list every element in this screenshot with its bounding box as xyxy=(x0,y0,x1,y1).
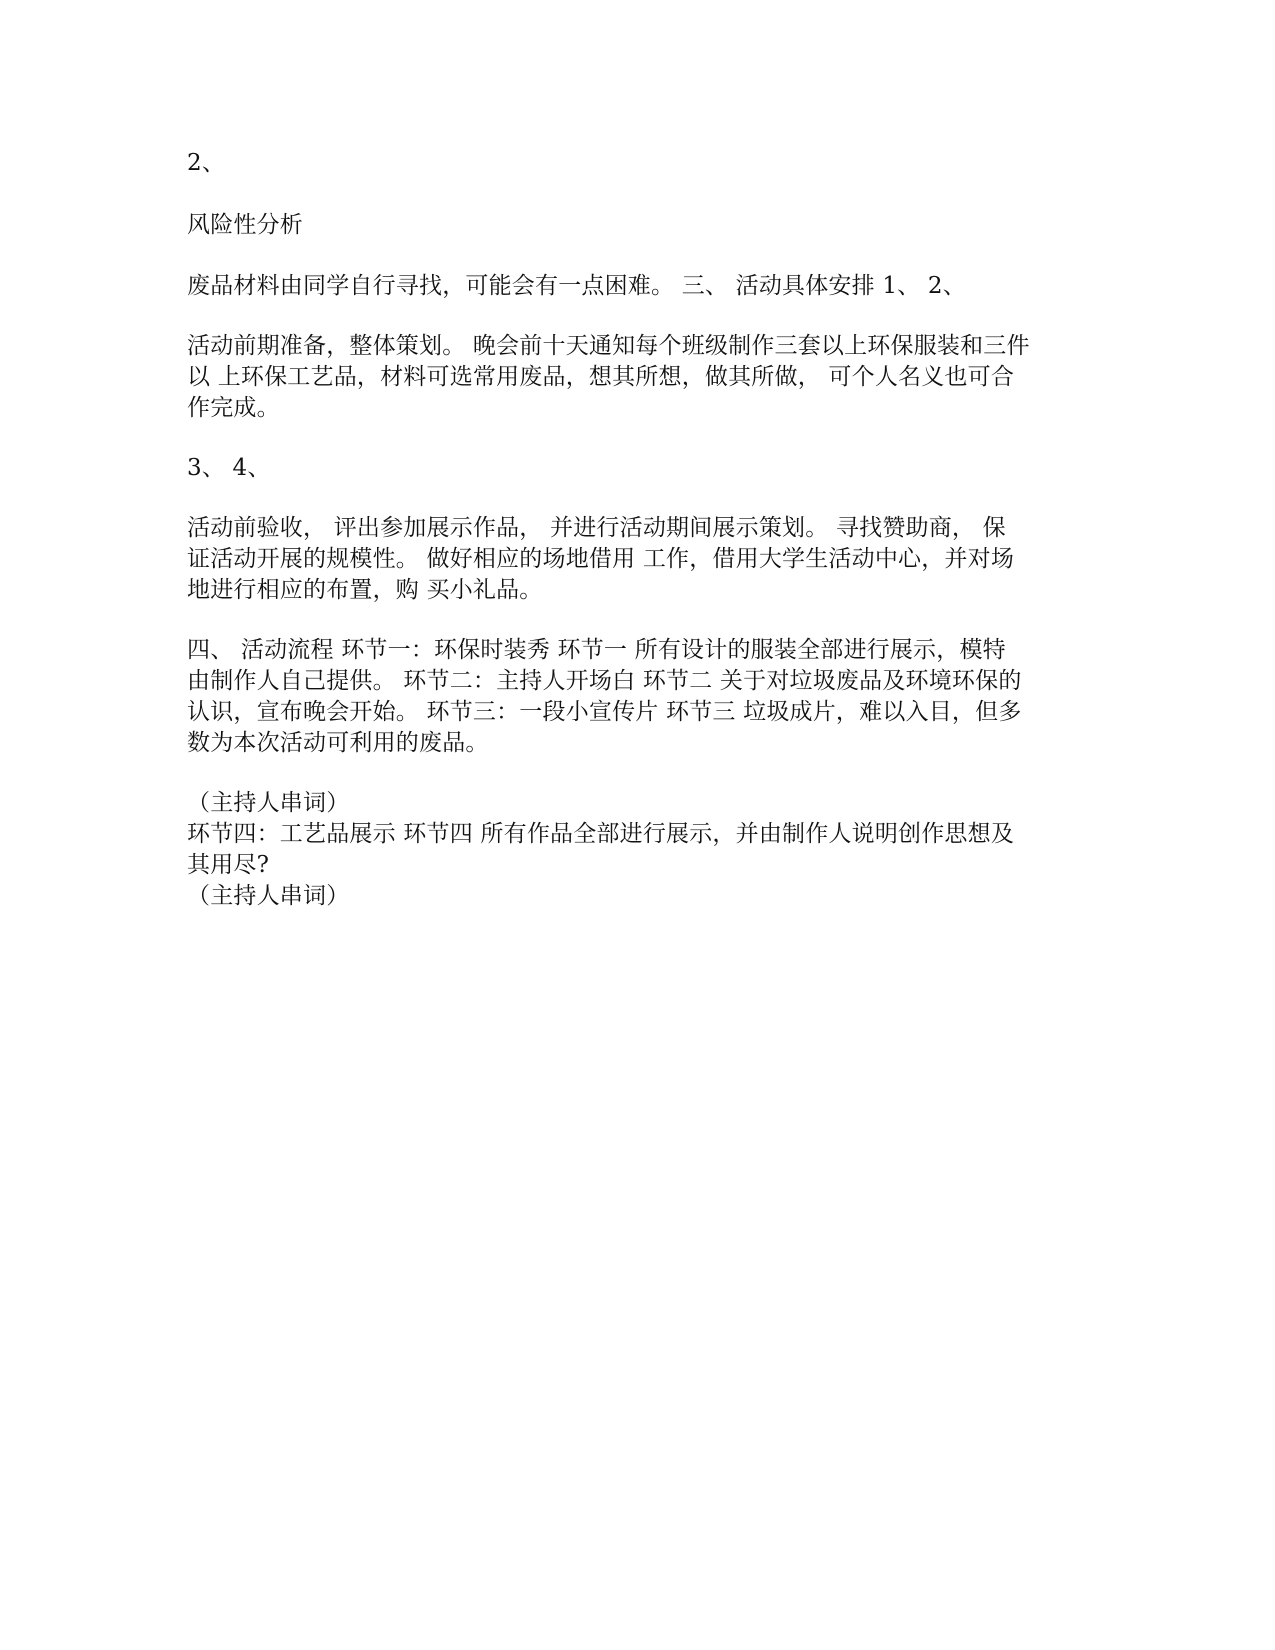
paragraph-acceptance xyxy=(187,513,1087,606)
text-line: 3、 4、 xyxy=(187,455,271,481)
paragraph-segment-four xyxy=(187,788,1087,912)
text-line: 2、 xyxy=(187,150,226,176)
text-line: 由制作人自己提供。 环节二：主持人开场白 环节二 关于对垃圾废品及环境环保的 xyxy=(187,668,1022,694)
text-line: 证活动开展的规模性。 做好相应的场地借用 工作，借用大学生活动中心，并对场 xyxy=(187,546,1015,572)
section-number-2 xyxy=(187,148,1087,179)
text-line: 四、 活动流程 环节一：环保时装秀 环节一 所有设计的服装全部进行展示，模特 xyxy=(187,637,1006,663)
text-line: 认识，宣布晚会开始。 环节三：一段小宣传片 环节三 垃圾成片，难以入目，但多 xyxy=(187,699,1022,725)
text-line: 活动前期准备，整体策划。 晚会前十天通知每个班级制作三套以上环保服装和三件 xyxy=(187,333,1030,359)
text-line: 活动前验收， 评出参加展示作品， 并进行活动期间展示策划。 寻找赞助商， 保 xyxy=(187,515,1006,541)
document-page xyxy=(187,148,1087,912)
paragraph-risk xyxy=(187,271,1087,302)
text-line: 地进行相应的布置，购 买小礼品。 xyxy=(187,577,543,603)
section-numbers-3-4 xyxy=(187,453,1087,484)
text-line: 作完成。 xyxy=(187,395,280,421)
text-line: 环节四：工艺品展示 环节四 所有作品全部进行展示，并由制作人说明创作思想及 xyxy=(187,821,1015,847)
paragraph-preparation xyxy=(187,331,1087,424)
text-line: （主持人串词） xyxy=(187,883,350,909)
text-line: （主持人串词） xyxy=(187,790,350,816)
risk-analysis-heading xyxy=(187,210,1087,241)
paragraph-activity-flow xyxy=(187,635,1087,759)
text-line: 风险性分析 xyxy=(187,212,303,238)
text-line: 废品材料由同学自行寻找，可能会有一点困难。 三、 活动具体安排 1、 2、 xyxy=(187,273,966,299)
text-line: 数为本次活动可利用的废品。 xyxy=(187,730,489,756)
text-line: 其用尽? xyxy=(187,852,270,878)
text-line: 以 上环保工艺品，材料可选常用废品，想其所想，做其所做， 可个人名义也可合 xyxy=(187,364,1015,390)
